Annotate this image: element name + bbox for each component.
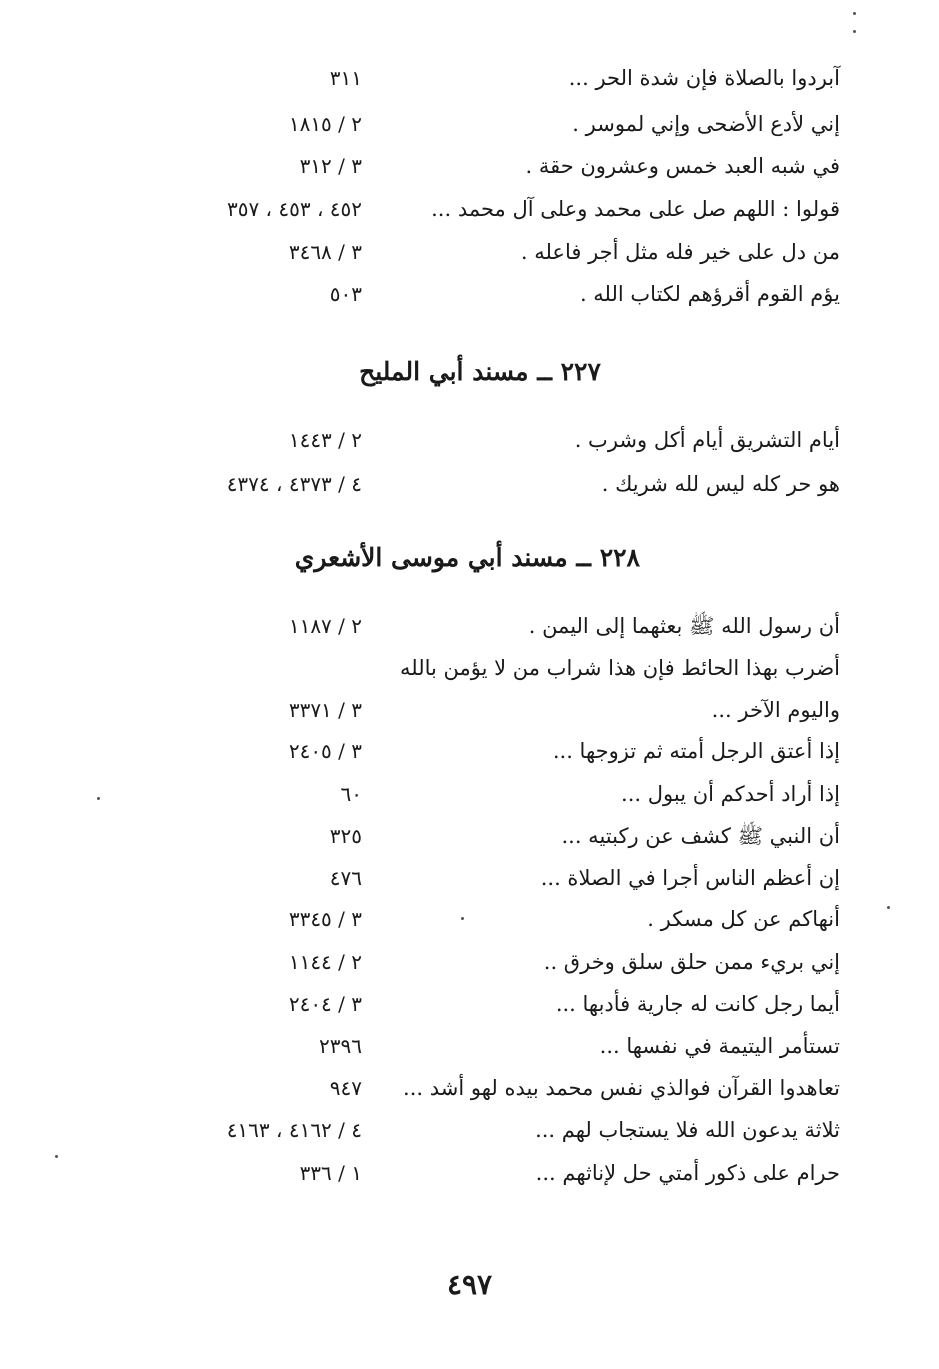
entry-text: ثلاثة يدعون الله فلا يستجاب لهم ...: [535, 1118, 840, 1142]
entry-reference: ٣ / ٢٤٠٥: [288, 739, 362, 763]
entry-reference: ٩٤٧: [329, 1076, 362, 1100]
index-entry: [120, 648, 840, 688]
page-number: ٤٩٧: [446, 1268, 493, 1301]
entry-text: أضرب بهذا الحائط فإن هذا شراب من لا يؤمن بالله: [399, 656, 840, 680]
entry-text: هو حر كله ليس لله شريك .: [601, 472, 840, 496]
entry-text: إن أعظم الناس أجرا في الصلاة ...: [540, 866, 840, 890]
entry-text: إني بريء ممن حلق سلق وخرق ..: [543, 950, 840, 974]
entry-text: تستأمر اليتيمة في نفسها ...: [599, 1034, 840, 1058]
index-entry: [120, 1068, 840, 1108]
index-entry: [120, 104, 840, 144]
entry-text: آبردوا بالصلاة فإن شدة الحر ...: [568, 66, 840, 90]
entry-text: في شبه العبد خمس وعشرون حقة .: [525, 154, 840, 178]
index-entry: [120, 1026, 840, 1066]
section-heading: ٢٢٨ ــ مسند أبي موسى الأشعري: [294, 543, 640, 572]
index-entry: [120, 1110, 840, 1150]
index-entry: [120, 942, 840, 982]
entry-reference: ٣ / ٣١٢: [299, 154, 362, 178]
index-entry: [120, 420, 840, 460]
index-entry: [120, 232, 840, 272]
scan-speck: [853, 12, 856, 15]
entry-text: تعاهدوا القرآن فوالذي نفس محمد بيده لهو أشد ...: [403, 1076, 840, 1100]
entry-text: من دل على خير فله مثل أجر فاعله .: [520, 240, 840, 264]
entry-reference: ٥٠٣: [329, 282, 362, 306]
scan-speck: [55, 1155, 58, 1158]
entry-reference: ٢ / ١١٤٤: [288, 950, 362, 974]
entry-reference: ٤٥٢ ، ٤٥٣ ، ٣٥٧: [226, 197, 362, 221]
scan-speck: [97, 797, 100, 800]
entry-reference: ٤٧٦: [329, 866, 362, 890]
entry-text: إذا أعتق الرجل أمته ثم تزوجها ...: [552, 739, 840, 763]
index-entry: [120, 189, 840, 229]
entry-text: يؤم القوم أقرؤهم لكتاب الله .: [579, 282, 840, 306]
entry-text: أيما رجل كانت له جارية فأدبها ...: [555, 992, 840, 1016]
index-entry: [120, 58, 840, 98]
entry-text: أنهاكم عن كل مسكر .: [647, 907, 840, 931]
entry-reference: ٣١١: [329, 66, 362, 90]
entry-reference: ٢ / ١١٨٧: [288, 614, 362, 638]
index-entry: [120, 858, 840, 898]
entry-reference: ٣٢٥: [329, 824, 362, 848]
entry-reference: ٦٠: [340, 782, 362, 806]
entry-text: إذا أراد أحدكم أن يبول ...: [621, 782, 840, 806]
scan-speck: [853, 30, 856, 33]
scan-speck: [461, 917, 464, 920]
entry-reference: ٤ / ٤١٦٢ ، ٤١٦٣: [226, 1118, 362, 1142]
index-entry: [120, 464, 840, 504]
index-entry: [120, 690, 840, 730]
entry-text: أيام التشريق أيام أكل وشرب .: [574, 428, 840, 452]
entry-reference: ٣ / ٢٤٠٤: [288, 992, 362, 1016]
entry-reference: ١ / ٣٣٦: [299, 1161, 362, 1185]
entry-reference: ٢ / ١٤٤٣: [288, 428, 362, 452]
index-entry: [120, 984, 840, 1024]
entry-text: حرام على ذكور أمتي حل لإناثهم ...: [535, 1161, 840, 1185]
index-entry: [120, 146, 840, 186]
entry-text: إني لأدع الأضحى وإني لموسر .: [572, 112, 840, 136]
entry-text: أن رسول الله ﷺ بعثهما إلى اليمن .: [528, 614, 840, 638]
index-entry: [120, 1153, 840, 1193]
entry-reference: ٣ / ٣٣٧١: [288, 698, 362, 722]
scan-speck: [887, 906, 890, 909]
entry-text: واليوم الآخر ...: [711, 698, 840, 722]
entry-reference: ٢ / ١٨١٥: [288, 112, 362, 136]
index-entry: [120, 274, 840, 314]
index-entry: [120, 774, 840, 814]
entry-text: قولوا : اللهم صل على محمد وعلى آل محمد ...: [431, 197, 840, 221]
entry-text: أن النبي ﷺ كشف عن ركبتيه ...: [561, 824, 840, 848]
entry-reference: ٣ / ٣٤٦٨: [288, 240, 362, 264]
index-entry: [120, 899, 840, 939]
section-heading: ٢٢٧ ــ مسند أبي المليح: [359, 357, 601, 386]
entry-reference: ٣ / ٣٣٤٥: [288, 907, 362, 931]
entry-reference: ٢٣٩٦: [319, 1034, 362, 1058]
entry-reference: ٤ / ٤٣٧٣ ، ٤٣٧٤: [226, 472, 362, 496]
index-entry: [120, 731, 840, 771]
index-entry: [120, 816, 840, 856]
index-entry: [120, 606, 840, 646]
